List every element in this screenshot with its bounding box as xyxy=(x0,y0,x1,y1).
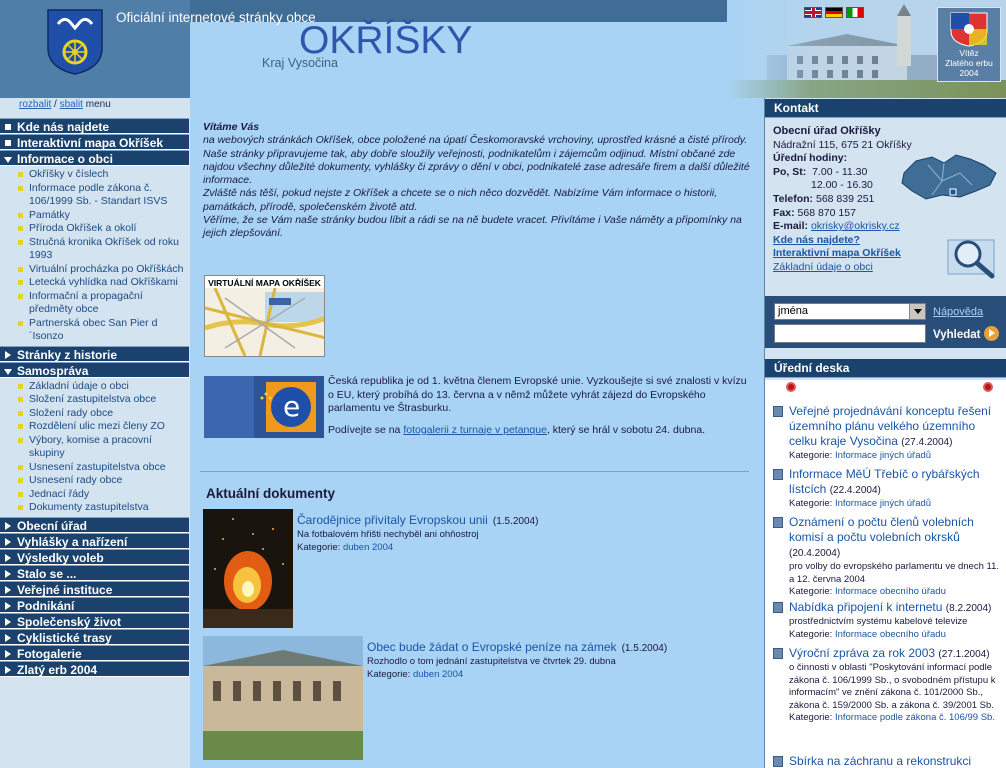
welcome-heading: Vítáme Vás xyxy=(203,121,260,133)
nav-samosprava[interactable]: Samospráva xyxy=(0,362,189,378)
triangle-right-icon xyxy=(5,554,11,562)
nav-subitem[interactable]: Příroda Okříšek a okolí xyxy=(0,222,189,236)
welcome-p3: Zvláště nás těší, pokud nejste z Okříšek a chcete se o nich něco dozvědět. Nabízíme Vám informace o historii, památkách, přírodě, společenském životě atd. xyxy=(203,187,718,213)
search-input[interactable] xyxy=(774,324,926,343)
nav-subitem[interactable]: Usnesení rady obce xyxy=(0,474,189,488)
nav-subitem[interactable]: Složení zastupitelstva obce xyxy=(0,393,189,407)
nav-podnikani[interactable]: Podnikání xyxy=(0,597,189,613)
nav-sublist-informace xyxy=(0,166,189,346)
coat-of-arms-icon[interactable] xyxy=(46,8,104,80)
left-nav xyxy=(0,118,189,677)
nav-subitem[interactable]: Dokumenty zastupitelstva xyxy=(0,501,189,515)
german-flag-icon[interactable] xyxy=(825,7,843,18)
fax-label: Fax: xyxy=(773,206,795,219)
bullet-icon xyxy=(5,124,11,130)
doc-category-link[interactable]: duben 2004 xyxy=(342,541,394,553)
svg-text:e: e xyxy=(283,390,301,423)
nav-subitem[interactable]: Stručná kronika Okříšek od roku 1993 xyxy=(0,236,189,263)
doc-date: (1.5.2004) xyxy=(492,516,539,527)
italian-flag-icon[interactable] xyxy=(846,7,864,18)
hours-days: Po, St: xyxy=(773,165,807,178)
triangle-right-icon xyxy=(5,618,11,626)
nav-subitem[interactable]: Informace podle zákona č. 106/1999 Sb. - Standart ISVS xyxy=(0,182,189,209)
board-item-title[interactable]: Výroční zpráva za rok 2003 xyxy=(789,646,936,660)
board-item-desc: o činnosti v oblasti "Poskytování informací podle zákona č. 106/1999 Sb., o svobodném přístupu k informacím" ve znění zákona č. 101/2000 Sb., zákona č. 159/2000 Sb. a zákona č. 39/2001 Sb. xyxy=(789,662,996,711)
language-flags xyxy=(804,7,864,18)
map-banner-title: VIRTUÁLNÍ MAPA OKŘÍŠEK xyxy=(208,278,321,288)
expand-menu-link[interactable]: rozbalit xyxy=(19,99,52,110)
document-icon xyxy=(773,602,783,613)
gallery-link[interactable]: fotogalerii z turnaje v petanque xyxy=(403,423,547,436)
doc-title[interactable]: Čarodějnice přivítaly Evropskou unii xyxy=(297,513,488,527)
board-item-desc: pro volby do evropského parlamentu ve dnech 11. a 12. června 2004 xyxy=(789,561,1000,585)
office-name: Obecní úřad Okříšky xyxy=(773,125,881,137)
office-address: Nádražní 115, 675 21 Okříšky xyxy=(773,138,912,151)
nav-subitem[interactable]: Rozdělení ulic mezi členy ZO xyxy=(0,420,189,434)
nav-vyhlasky[interactable]: Vyhlášky a nařízení xyxy=(0,533,189,549)
triangle-right-icon xyxy=(5,351,11,359)
doc-category: Kategorie: duben 2004 xyxy=(367,668,464,680)
triangle-down-icon xyxy=(4,369,12,375)
triangle-right-icon xyxy=(5,570,11,578)
phone-value: 568 839 251 xyxy=(815,192,875,205)
board-item-title[interactable]: Informace MěÚ Třebíč o rybářských lístcích xyxy=(789,467,980,496)
board-item: Výroční zpráva za rok 2003 (27.1.2004) o činnosti v oblasti "Poskytování informací podle zákona č. 106/1999 Sb., o svobodném přístupu k informacím" ve znění zákona č. 101/2000 Sb., zákona č. 159/2000 Sb. a zákona č. 39/2001 Sb. Kategorie: Informace podle zákona č. 106/99 Sb. xyxy=(773,646,1001,723)
email-link[interactable]: okrisky@okrisky.cz xyxy=(810,220,900,233)
nav-subitem[interactable]: Okříšky v číslech xyxy=(0,168,189,182)
nav-subitem[interactable]: Památky xyxy=(0,209,189,223)
email-label: E-mail: xyxy=(773,220,809,233)
hours-afternoon: 12.00 - 16.30 xyxy=(811,179,873,192)
go-arrow-icon xyxy=(984,326,999,341)
board-heading: Úřední deska xyxy=(765,359,1006,378)
nav-interaktivni-mapa[interactable]: Interaktivní mapa Okříšek xyxy=(0,134,189,150)
nav-subitem[interactable]: Usnesení zastupitelstva obce xyxy=(0,461,189,475)
nav-spolecensky-zivot[interactable]: Společenský život xyxy=(0,613,189,629)
board-item-title[interactable]: Nabídka připojení k internetu xyxy=(789,600,943,614)
menu-label: menu xyxy=(85,99,111,110)
nav-cyklisticke-trasy[interactable]: Cyklistické trasy xyxy=(0,629,189,645)
nav-subitem[interactable]: Jednací řády xyxy=(0,488,189,502)
nav-subitem[interactable]: Složení rady obce xyxy=(0,407,189,421)
help-link[interactable]: Nápověda xyxy=(933,306,984,318)
eu-text xyxy=(328,375,753,445)
hours-morning: 7.00 - 11.30 xyxy=(812,165,868,178)
bonfire-photo[interactable] xyxy=(203,509,293,628)
nav-informace-o-obci[interactable]: Informace o obci xyxy=(0,150,189,166)
doc-desc: Rozhodlo o tom jednání zastupitelstva ve čtvrtek 29. dubna xyxy=(367,656,616,667)
phone-label: Telefon: xyxy=(773,192,814,205)
doc-date: (1.5.2004) xyxy=(621,643,668,654)
board-category-link[interactable]: Informace jiných úřadů xyxy=(834,498,932,509)
search-type-select[interactable] xyxy=(774,303,926,320)
eu-paragraph: Česká republika je od 1. května členem Evropské unie. Vyzkoušejte si své znalosti v kvízu o EU, který probíhá do 13. června a v němž můžete vyhrát zájezd do Evropského parlamentu ve Štrasburku. xyxy=(328,375,747,415)
document-icon xyxy=(773,469,783,480)
triangle-down-icon xyxy=(4,157,12,163)
gallery-paragraph: Podívejte se na fotogalerii z turnaje v petanque, který se hrál v sobotu 24. dubna. xyxy=(328,423,706,436)
welcome-p4: Věříme, že se Vám naše stránky budou líbit a rádi se na ně budete vracet. Přivítáme i Vaše náměty a připomínky na jejich zlepšování. xyxy=(203,214,742,240)
menu-toggle xyxy=(19,99,111,110)
pin-icon xyxy=(983,382,993,392)
award-shield-icon xyxy=(949,11,989,47)
nav-stranky-z-historie[interactable]: Stránky z historie xyxy=(0,346,189,362)
hours-label: Úřední hodiny: xyxy=(773,152,848,165)
board-item: Oznámení o počtu členů volebních komisí a počtu volebních okrsků (20.4.2004) pro volby do evropského parlamentu ve dnech 11. a 12. června 2004 Kategorie: Informace obecního úřadu xyxy=(773,515,1001,597)
nav-vysledky-voleb[interactable]: Výsledky voleb xyxy=(0,549,189,565)
site-title[interactable]: OKŘÍŠKY xyxy=(299,19,473,62)
board-item: Nabídka připojení k internetu (8.2.2004) prostřednictvím systému kabelové televize Kategorie: Informace obecního úřadu xyxy=(773,600,1001,640)
welcome-p2: Naše stránky připravujeme tak, aby dobře sloužily veřejnosti, podnikatelům i zájemcům odjinud. Místní občané zde najdou všechny důležité dokumenty, vyhlášky či zprávy o dění v obci, podnikatelé zase adresáře firem a další důležité informace. xyxy=(203,147,750,187)
nav-fotogalerie[interactable]: Fotogalerie xyxy=(0,645,189,661)
board-item xyxy=(773,754,1001,768)
nav-stalo-se[interactable]: Stalo se ... xyxy=(0,565,189,581)
triangle-right-icon xyxy=(5,538,11,546)
board-category-link[interactable]: Informace obecního úřadu xyxy=(834,628,946,640)
pin-icon xyxy=(786,382,796,392)
site-subtitle: Oficiální internetové stránky obce xyxy=(116,10,316,25)
contact-link-location[interactable]: Kde nás najdete? xyxy=(773,233,860,246)
triangle-right-icon xyxy=(5,650,11,658)
eu-logo-icon xyxy=(204,376,324,438)
award-line2: Zlatého erbu xyxy=(945,58,993,68)
award-line3: 2004 xyxy=(959,68,979,78)
document-icon xyxy=(773,406,783,417)
toggle-separator: / xyxy=(54,99,57,110)
welcome-text xyxy=(203,121,758,241)
collapse-menu-link[interactable]: sbalit xyxy=(59,99,83,110)
document-icon xyxy=(773,648,783,659)
doc-category-link[interactable]: duben 2004 xyxy=(412,668,464,680)
award-badge[interactable] xyxy=(937,7,1001,82)
award-line1: Vítěz xyxy=(959,48,979,58)
doc-category: Kategorie: duben 2004 xyxy=(297,541,394,553)
board-item-desc: prostřednictvím systému kabelové televize xyxy=(789,616,968,627)
board-item: Veřejné projednávání konceptu řešení územního plánu velkého územního celku kraje Vysočina (27.4.2004) Kategorie: Informace jiných úřadů xyxy=(773,404,1001,461)
welcome-p1: na webových stránkách Okříšek, obce položené na úpatí Českomoravské vrchoviny, uprostřed krásné a čisté přírody. xyxy=(203,134,748,147)
bullet-icon xyxy=(5,140,11,146)
board-item: Informace MěÚ Třebíč o rybářských lístcích (22.4.2004) Kategorie: Informace jiných úřadů xyxy=(773,467,1001,509)
map-thumbnail-icon xyxy=(205,288,325,356)
nav-sublist-samosprava xyxy=(0,378,189,517)
nav-subitem[interactable]: Letecká vyhlídka nad Okříškami xyxy=(0,276,189,290)
board-category-link[interactable]: Informace obecního úřadu xyxy=(834,586,946,597)
site-region: Kraj Vysočina xyxy=(262,56,338,70)
triangle-right-icon xyxy=(5,602,11,610)
triangle-right-icon xyxy=(5,666,11,674)
document-icon xyxy=(773,756,783,767)
board-item-title[interactable]: Sbírka na záchranu a rekonstrukci xyxy=(789,754,972,768)
nav-verejne-instituce[interactable]: Veřejné instituce xyxy=(0,581,189,597)
contact-heading: Kontakt xyxy=(765,99,1006,118)
nav-subitem[interactable]: Partnerská obec San Pier d´Isonzo xyxy=(0,317,189,344)
nav-subitem[interactable]: Základní údaje o obci xyxy=(0,380,189,394)
triangle-right-icon xyxy=(5,634,11,642)
search-select-value: jména xyxy=(778,305,808,317)
virtual-map-banner[interactable] xyxy=(204,275,325,357)
docs-heading: Aktuální dokumenty xyxy=(206,486,336,501)
board-category-link[interactable]: Informace jiných úřadů xyxy=(834,450,932,461)
magnifier-icon[interactable] xyxy=(946,236,999,280)
doc-desc: Na fotbalovém hřišti nechyběl ani ohňostroj xyxy=(297,529,479,540)
nav-obecni-urad[interactable]: Obecní úřad xyxy=(0,517,189,533)
document-icon xyxy=(773,517,783,528)
nav-subitem[interactable]: Výbory, komise a pracovní skupiny xyxy=(0,434,189,461)
board-item-title[interactable]: Oznámení o počtu členů volebních komisí a počtu volebních okrsků xyxy=(789,515,974,544)
castle-photo[interactable] xyxy=(203,636,363,760)
triangle-right-icon xyxy=(5,586,11,594)
fax-value: 568 870 157 xyxy=(797,206,856,219)
contact-link-map[interactable]: Interaktivní mapa Okříšek xyxy=(773,247,901,260)
nav-kde-nas-najdete[interactable]: Kde nás najdete xyxy=(0,118,189,134)
triangle-right-icon xyxy=(5,522,11,530)
nav-subitem[interactable]: Virtuální procházka po Okříškách xyxy=(0,263,189,277)
english-flag-icon[interactable] xyxy=(804,7,822,18)
contact-link-basics[interactable]: Základní údaje o obci xyxy=(773,260,873,273)
doc-title[interactable]: Obec bude žádat o Evropské peníze na zámek xyxy=(367,640,617,654)
eu-banner[interactable] xyxy=(204,376,324,438)
search-button[interactable]: Vyhledat xyxy=(933,326,999,341)
board-category-link[interactable]: Informace podle zákona č. 106/99 Sb. xyxy=(834,712,995,723)
nav-zlaty-erb[interactable]: Zlatý erb 2004 xyxy=(0,661,189,677)
czech-map-icon[interactable] xyxy=(898,151,1001,203)
board-item-title[interactable]: Veřejné projednávání konceptu řešení územního plánu velkého územního celku kraje Vysočina xyxy=(789,404,992,448)
chevron-down-icon[interactable] xyxy=(909,304,925,319)
content-divider xyxy=(200,471,749,472)
nav-subitem[interactable]: Informační a propagační předměty obce xyxy=(0,290,189,317)
